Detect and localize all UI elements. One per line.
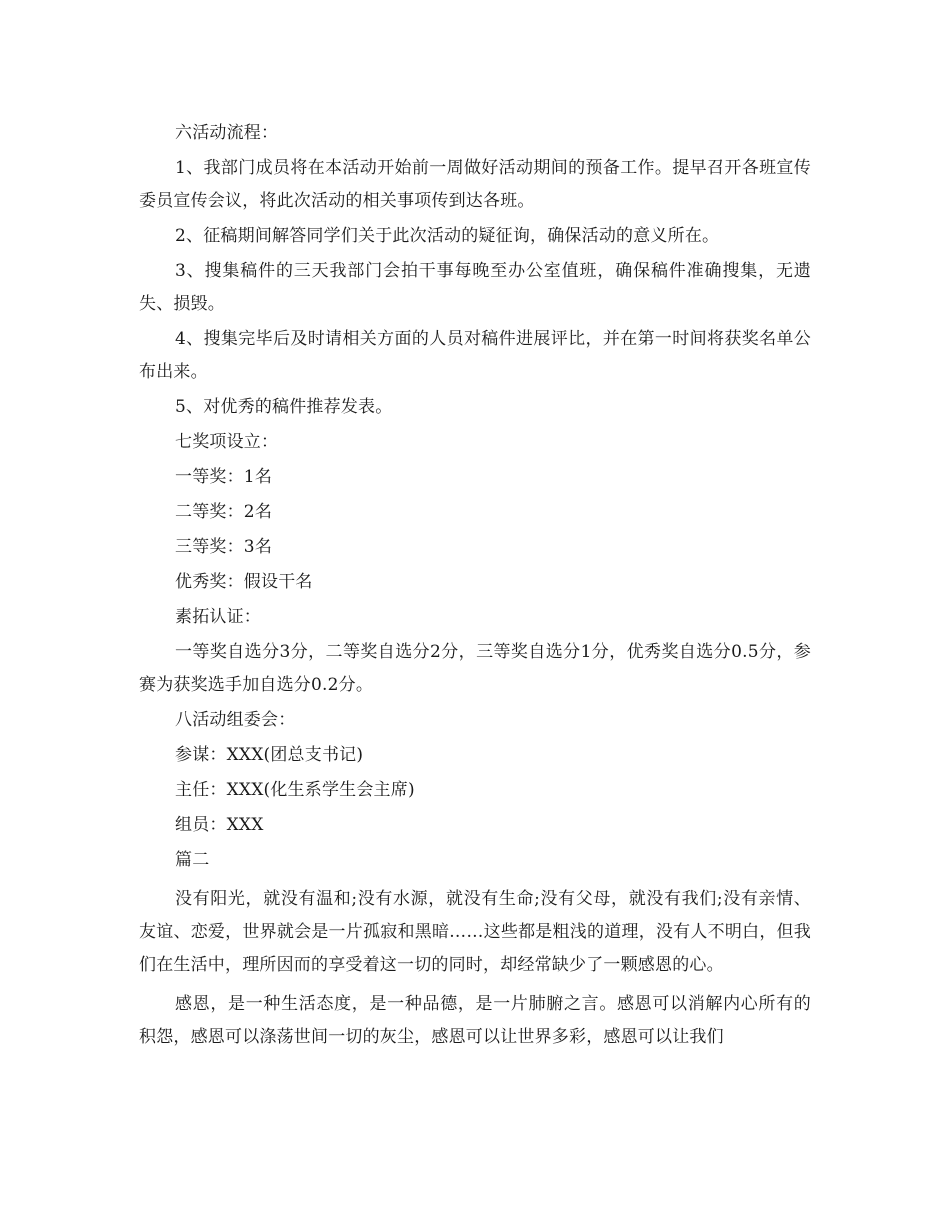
credit-certification-text: 一等奖自选分3分，二等奖自选分2分，三等奖自选分1分，优秀奖自选分0.5分，参赛为获奖选手加自选分0.2分。 <box>139 642 811 695</box>
award-third-prize: 三等奖：3名 <box>175 537 273 557</box>
process-step-5: 5、对优秀的稿件推荐发表。 <box>175 397 393 417</box>
section-heading-awards: 七奖项设立： <box>175 432 279 452</box>
award-excellence-prize: 优秀奖：假设干名 <box>175 572 313 592</box>
document-body <box>139 117 811 1054</box>
committee-member: 组员：XXX <box>175 815 264 835</box>
award-second-prize: 二等奖：2名 <box>175 502 273 522</box>
section-heading-committee: 八活动组委会： <box>175 710 296 730</box>
section-heading-activity-process: 六活动流程： <box>175 123 279 143</box>
committee-director: 主任：XXX(化生系学生会主席) <box>175 780 415 800</box>
process-step-3: 3、搜集稿件的三天我部门会拍干事每晚至办公室值班，确保稿件准确搜集，无遗失、损毁。 <box>139 261 811 314</box>
committee-advisor: 参谋：XXX(团总支书记) <box>175 745 364 765</box>
essay-paragraph-1: 没有阳光，就没有温和;没有水源，就没有生命;没有父母，就没有我们;没有亲情、友谊、恋爱，世界就会是一片孤寂和黑暗……这些都是粗浅的道理，没有人不明白，但我们在生活中，理所因而的享受着这一切的同时，却经常缺少了一颗感恩的心。 <box>139 889 811 975</box>
credit-certification-heading: 素拓认证： <box>175 607 261 627</box>
essay-paragraph-2: 感恩，是一种生活态度，是一种品德，是一片肺腑之言。感恩可以消解内心所有的积怨，感恩可以涤荡世间一切的灰尘，感恩可以让世界多彩，感恩可以让我们 <box>139 994 811 1047</box>
process-step-2: 2、征稿期间解答同学们关于此次活动的疑征询，确保活动的意义所在。 <box>175 226 720 246</box>
process-step-4: 4、搜集完毕后及时请相关方面的人员对稿件进展评比，并在第一时间将获奖名单公布出来。 <box>139 329 811 382</box>
part-two-heading: 篇二 <box>175 850 210 870</box>
process-step-1: 1、我部门成员将在本活动开始前一周做好活动期间的预备工作。提早召开各班宣传委员宣传会议，将此次活动的相关事项传到达各班。 <box>139 158 811 211</box>
award-first-prize: 一等奖：1名 <box>175 467 273 487</box>
